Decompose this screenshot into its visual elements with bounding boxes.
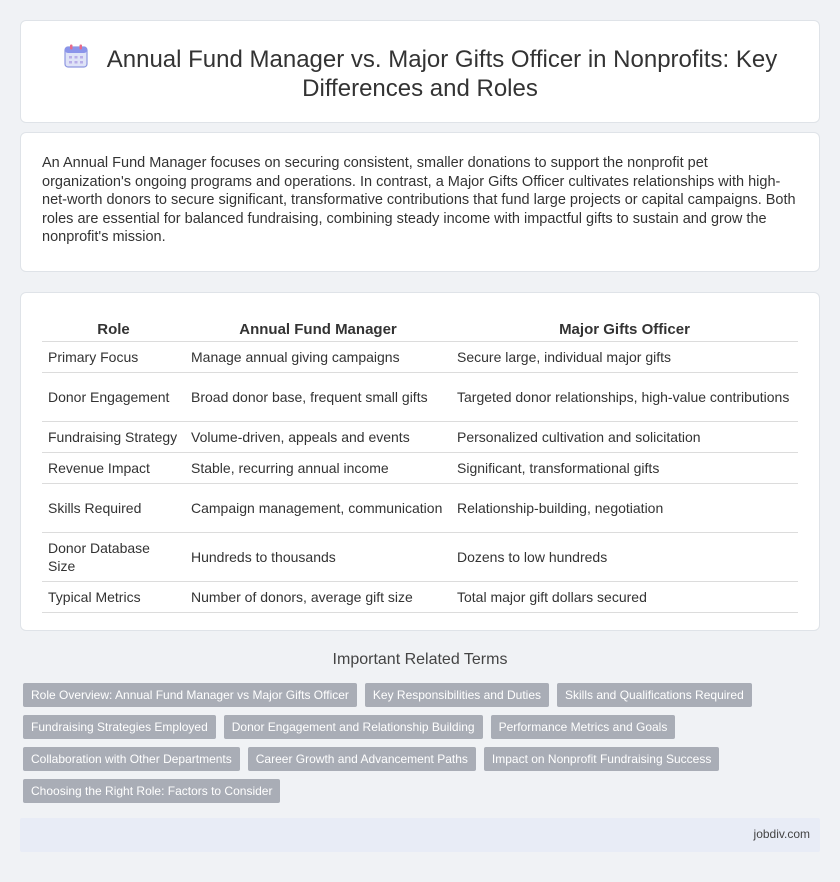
table-cell: Manage annual giving campaigns (185, 341, 451, 372)
table-cell: Secure large, individual major gifts (451, 341, 798, 372)
footer (20, 818, 820, 852)
table-cell: Relationship-building, negotiation (451, 483, 798, 532)
table-cell: Personalized cultivation and solicitation (451, 421, 798, 452)
related-term-tag[interactable]: Key Responsibilities and Duties (365, 683, 549, 707)
comparison-table-card (20, 292, 820, 631)
related-term-tag[interactable]: Donor Engagement and Relationship Building (224, 715, 483, 739)
table-cell: Typical Metrics (42, 581, 185, 612)
related-terms-list (23, 683, 823, 803)
table-row (42, 372, 798, 421)
table-row (42, 452, 798, 483)
table-cell: Volume-driven, appeals and events (185, 421, 451, 452)
table-cell: Total major gift dollars secured (451, 581, 798, 612)
related-term-tag[interactable]: Collaboration with Other Departments (23, 747, 240, 771)
table-cell: Number of donors, average gift size (185, 581, 451, 612)
table-cell: Revenue Impact (42, 452, 185, 483)
table-cell: Donor Engagement (42, 372, 185, 421)
related-terms-title: Important Related Terms (332, 651, 508, 668)
intro-paragraph: An Annual Fund Manager focuses on securing consistent, smaller donations to support the nonprofit pet organization's ongoing programs and operations. In contrast, a Major Gifts Officer cultivates relationships with high-net-worth donors to secure significant, transformative contributions that fund large projects or capital campaigns. Both roles are essential for balanced fundraising, combining steady income with impactful gifts to sustain and grow the nonprofit's mission. (42, 155, 796, 245)
table-row (42, 581, 798, 612)
related-term-tag[interactable]: Career Growth and Advancement Paths (248, 747, 476, 771)
table-cell: Targeted donor relationships, high-value contributions (451, 372, 798, 421)
table-cell: Significant, transformational gifts (451, 452, 798, 483)
table-cell: Hundreds to thousands (185, 532, 451, 581)
table-cell: Stable, recurring annual income (185, 452, 451, 483)
header-card (20, 20, 820, 123)
table-cell: Fundraising Strategy (42, 421, 185, 452)
table-cell: Dozens to low hundreds (451, 532, 798, 581)
intro-card (20, 132, 820, 272)
header-annual-fund-manager: Annual Fund Manager (185, 313, 451, 341)
table-row (42, 421, 798, 452)
comparison-table (42, 313, 798, 613)
related-term-tag[interactable]: Choosing the Right Role: Factors to Consider (23, 779, 280, 803)
page-title: Annual Fund Manager vs. Major Gifts Officer in Nonprofits: Key Differences and Roles (106, 46, 778, 102)
table-cell: Campaign management, communication (185, 483, 451, 532)
table-row (42, 341, 798, 372)
table-row (42, 532, 798, 581)
table-row (42, 483, 798, 532)
header-major-gifts-officer: Major Gifts Officer (451, 313, 798, 341)
calendar-icon (63, 43, 89, 69)
footer-site-link[interactable]: jobdiv.com (753, 827, 810, 841)
header-role: Role (42, 313, 185, 341)
table-cell: Skills Required (42, 483, 185, 532)
table-cell: Primary Focus (42, 341, 185, 372)
related-term-tag[interactable]: Fundraising Strategies Employed (23, 715, 216, 739)
title-wrap (61, 43, 779, 103)
related-term-tag[interactable]: Performance Metrics and Goals (491, 715, 676, 739)
related-term-tag[interactable]: Skills and Qualifications Required (557, 683, 752, 707)
table-cell: Donor Database Size (42, 532, 185, 581)
related-term-tag[interactable]: Impact on Nonprofit Fundraising Success (484, 747, 719, 771)
related-term-tag[interactable]: Role Overview: Annual Fund Manager vs Major Gifts Officer (23, 683, 357, 707)
table-header-row (42, 313, 798, 341)
table-cell: Broad donor base, frequent small gifts (185, 372, 451, 421)
